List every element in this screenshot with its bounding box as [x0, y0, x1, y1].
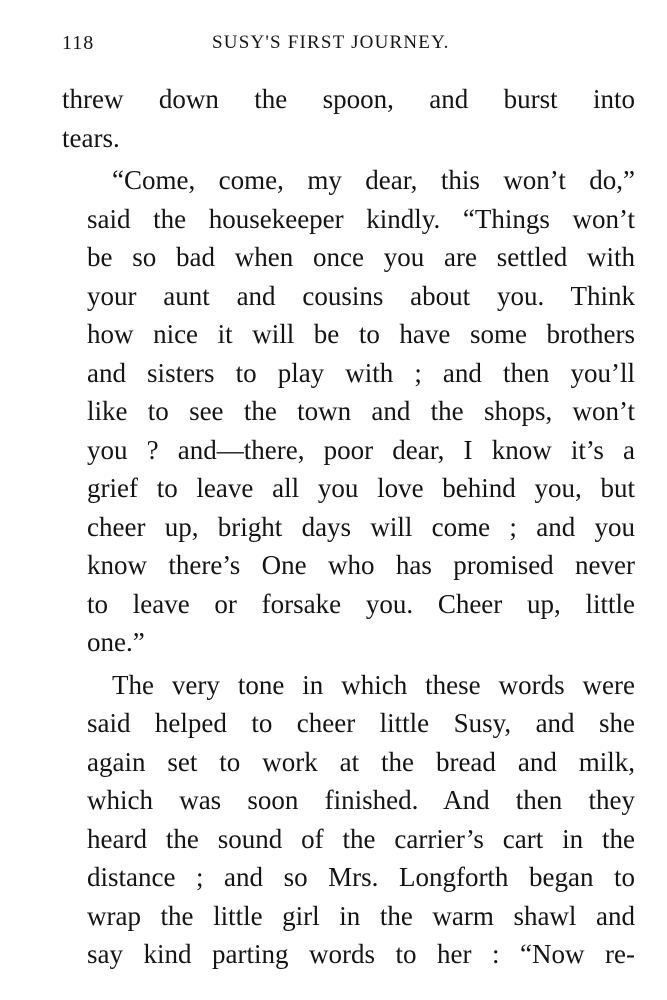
text-line: to leave or forsake you. Cheer up, little	[87, 588, 635, 619]
text-line: say kind parting words to her : “Now re-	[87, 939, 635, 969]
text-line: you ? and—there, poor dear, I know it’s a	[87, 434, 635, 465]
text-line: “Come, come, my dear, this won’t do,”	[112, 165, 635, 195]
text-line: one.”	[87, 627, 145, 657]
running-head	[62, 30, 635, 60]
text-line: heard the sound of the carrier’s cart in the	[87, 823, 635, 854]
text-line: wrap the little girl in the warm shawl and	[87, 900, 635, 931]
page-number: 118	[62, 32, 95, 54]
text-line: which was soon finished. And then they	[87, 785, 635, 815]
text-line: grief to leave all you love behind you, but	[87, 473, 635, 503]
text-line: be so bad when once you are settled with	[87, 242, 635, 272]
text-line: like to see the town and the shops, won’t	[87, 396, 635, 426]
text-line: your aunt and cousins about you. Think	[87, 280, 635, 311]
paragraph-3	[62, 666, 635, 974]
text-line: distance ; and so Mrs. Longforth began to	[87, 862, 635, 892]
text-line: threw down the spoon, and burst into	[62, 84, 635, 114]
body-text	[62, 80, 635, 978]
text-line: know there’s One who has promised never	[87, 550, 635, 580]
text-line: tears.	[62, 122, 120, 153]
text-line: The very tone in which these words were	[112, 669, 635, 700]
text-line: again set to work at the bread and milk,	[87, 746, 635, 777]
running-title: SUSY'S FIRST JOURNEY.	[212, 32, 450, 53]
text-line: and sisters to play with ; and then you’ll	[87, 357, 635, 388]
text-line: how nice it will be to have some brothers	[87, 319, 635, 349]
paragraph-2	[62, 161, 635, 662]
paragraph-1	[62, 80, 635, 157]
text-line: said helped to cheer little Susy, and she	[87, 708, 635, 738]
text-line: said the housekeeper kindly. “Things won’t	[87, 203, 635, 234]
text-line: cheer up, bright days will come ; and you	[87, 511, 635, 542]
